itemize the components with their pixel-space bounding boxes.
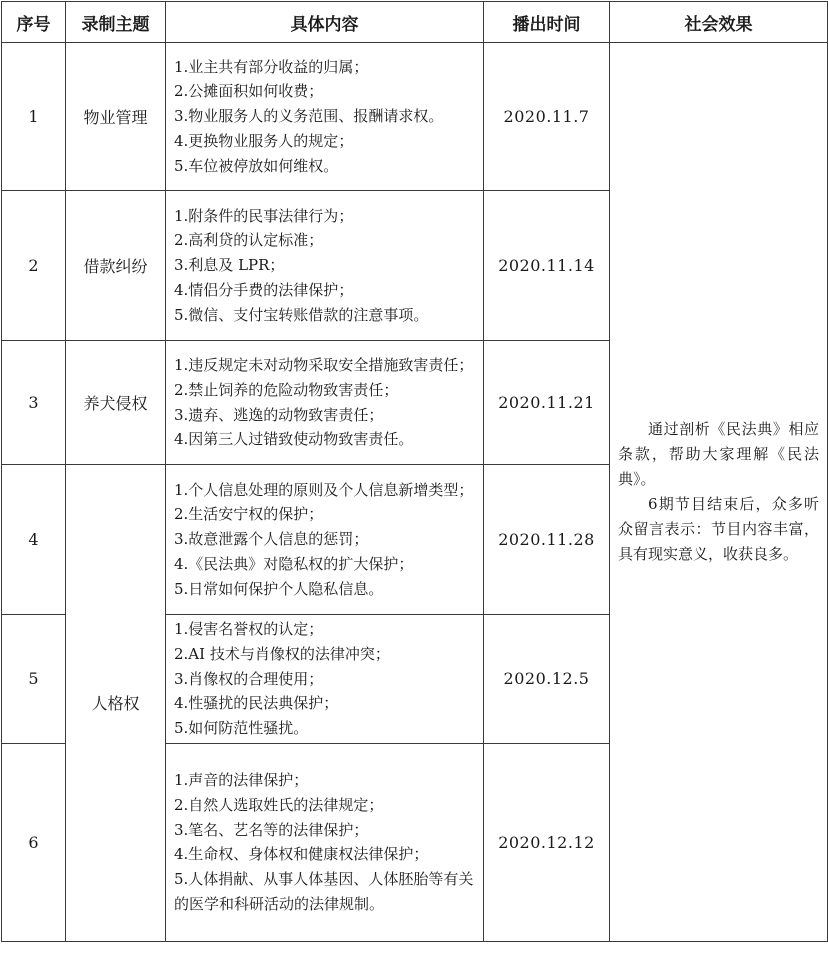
content-item: 1.违反规定未对动物采取安全措施致害责任； (174, 355, 474, 374)
content-item: 5.如何防范性骚扰。 (174, 719, 309, 738)
row-date: 2020.11.21 (484, 341, 610, 465)
program-table (1, 1, 828, 942)
content-item: 5.微信、支付宝转账借款的注意事项。 (174, 305, 429, 324)
header-row (2, 2, 828, 43)
row-topic: 借款纠纷 (66, 191, 166, 341)
row-date: 2020.11.28 (484, 465, 610, 615)
row-content (166, 615, 484, 744)
effect-paragraph: 通过剖析《民法典》相应条款，帮助大家理解《民法典》。 (618, 419, 819, 488)
row-number: 5 (2, 615, 66, 744)
content-item: 1.附条件的民事法律行为； (174, 206, 354, 225)
row-date: 2020.11.14 (484, 191, 610, 341)
row-content (166, 341, 484, 465)
header-content: 具体内容 (166, 2, 484, 43)
content-item: 3.故意泄露个人信息的惩罚； (174, 530, 369, 549)
content-item: 2.禁止饲养的危险动物致害责任； (174, 380, 399, 399)
row-content (166, 191, 484, 341)
content-item: 4.情侣分手费的法律保护； (174, 280, 354, 299)
content-item: 2.自然人选取姓氏的法律规定； (174, 795, 384, 814)
row-topic: 物业管理 (66, 43, 166, 191)
content-item: 3.遗弃、逃逸的动物致害责任； (174, 405, 384, 424)
row-date: 2020.11.7 (484, 43, 610, 191)
content-item: 4.因第三人过错致使动物致害责任。 (174, 430, 414, 449)
row-content (166, 43, 484, 191)
row-content (166, 465, 484, 615)
content-item: 3.利息及 LPR； (174, 256, 285, 275)
content-item: 5.人体捐献、从事人体基因、人体胚胎等有关的医学和科研活动的法律规制。 (174, 870, 474, 914)
table-row (2, 43, 828, 191)
row-number: 4 (2, 465, 66, 615)
row-topic-merged: 人格权 (66, 465, 166, 942)
row-number: 2 (2, 191, 66, 341)
content-item: 4.更换物业服务人的规定； (174, 131, 354, 150)
content-item: 4.《民法典》对隐私权的扩大保护； (174, 554, 414, 573)
row-number: 1 (2, 43, 66, 191)
row-content (166, 743, 484, 941)
header-date: 播出时间 (484, 2, 610, 43)
header-effect: 社会效果 (610, 2, 828, 43)
row-date: 2020.12.12 (484, 743, 610, 941)
content-item: 5.车位被停放如何维权。 (174, 156, 339, 175)
social-effect-cell (610, 43, 828, 942)
row-number: 6 (2, 743, 66, 941)
content-item: 4.性骚扰的民法典保护； (174, 694, 339, 713)
content-item: 4.生命权、身体权和健康权法律保护； (174, 845, 429, 864)
content-item: 1.业主共有部分收益的归属； (174, 57, 369, 76)
content-item: 2.高利贷的认定标准； (174, 231, 324, 250)
content-item: 2.公摊面积如何收费； (174, 82, 324, 101)
content-item: 1.个人信息处理的原则及个人信息新增类型； (174, 480, 474, 499)
effect-paragraph: 6期节目结束后，众多听众留言表示：节目内容丰富，具有现实意义，收获良多。 (618, 494, 819, 563)
row-topic: 养犬侵权 (66, 341, 166, 465)
content-item: 5.日常如何保护个人隐私信息。 (174, 579, 384, 598)
content-item: 3.笔名、艺名等的法律保护； (174, 820, 369, 839)
content-item: 3.肖像权的合理使用； (174, 669, 324, 688)
content-item: 2.生活安宁权的保护； (174, 505, 324, 524)
content-item: 1.侵害名誉权的认定； (174, 620, 324, 638)
content-item: 3.物业服务人的义务范围、报酬请求权。 (174, 107, 444, 126)
content-item: 1.声音的法律保护； (174, 771, 309, 790)
row-date: 2020.12.5 (484, 615, 610, 744)
row-number: 3 (2, 341, 66, 465)
header-no: 序号 (2, 2, 66, 43)
content-item: 2.AI 技术与肖像权的法律冲突； (174, 644, 390, 663)
header-topic: 录制主题 (66, 2, 166, 43)
